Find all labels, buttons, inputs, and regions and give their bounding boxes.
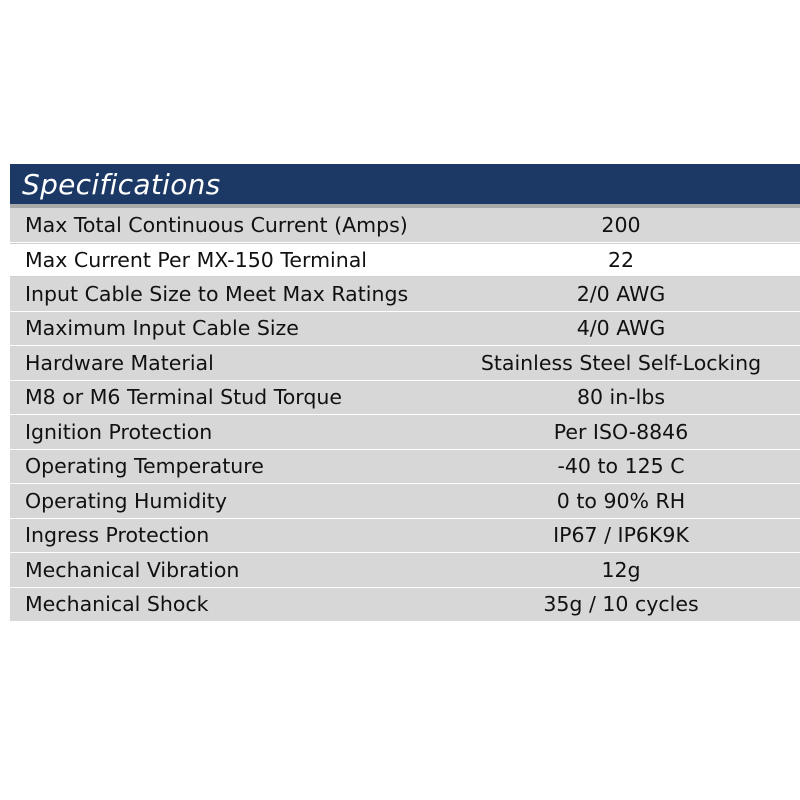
spec-value: 200 <box>601 212 641 237</box>
spec-value: 4/0 AWG <box>576 316 666 341</box>
spec-value: 80 in-lbs <box>576 385 666 410</box>
spec-label: Operating Temperature <box>25 454 264 479</box>
table-row <box>10 484 800 519</box>
spec-label: Max Current Per MX-150 Terminal <box>25 247 367 272</box>
table-row <box>10 277 800 312</box>
specifications-table <box>10 164 800 622</box>
spec-value: 2/0 AWG <box>576 281 666 306</box>
specifications-header <box>10 164 800 208</box>
spec-label: Input Cable Size to Meet Max Ratings <box>25 281 409 306</box>
spec-label: Hardware Material <box>25 350 214 375</box>
table-row <box>10 588 800 623</box>
table-row <box>10 208 800 243</box>
spec-label: M8 or M6 Terminal Stud Torque <box>25 385 342 410</box>
spec-value: 35g / 10 cycles <box>543 592 699 617</box>
table-row <box>10 415 800 450</box>
table-row <box>10 553 800 588</box>
specifications-title: Specifications <box>22 167 221 201</box>
spec-value: IP67 / IP6K9K <box>553 523 689 548</box>
spec-label: Ingress Protection <box>25 523 210 548</box>
spec-label: Operating Humidity <box>25 488 227 513</box>
table-row <box>10 450 800 485</box>
spec-label: Max Total Continuous Current (Amps) <box>25 212 408 237</box>
table-row <box>10 312 800 347</box>
spec-value: 12g <box>601 557 641 582</box>
table-row <box>10 381 800 416</box>
spec-label: Mechanical Vibration <box>25 557 240 582</box>
table-row <box>10 243 800 278</box>
spec-value: 0 to 90% RH <box>556 488 686 513</box>
table-row <box>10 346 800 381</box>
spec-value: 22 <box>607 247 635 272</box>
spec-label: Ignition Protection <box>25 419 213 444</box>
spec-value: Per ISO-8846 <box>553 419 689 444</box>
spec-value: Stainless Steel Self-Locking <box>480 350 762 375</box>
spec-value: -40 to 125 C <box>557 454 685 479</box>
table-row <box>10 519 800 554</box>
spec-label: Maximum Input Cable Size <box>25 316 299 341</box>
spec-label: Mechanical Shock <box>25 592 209 617</box>
